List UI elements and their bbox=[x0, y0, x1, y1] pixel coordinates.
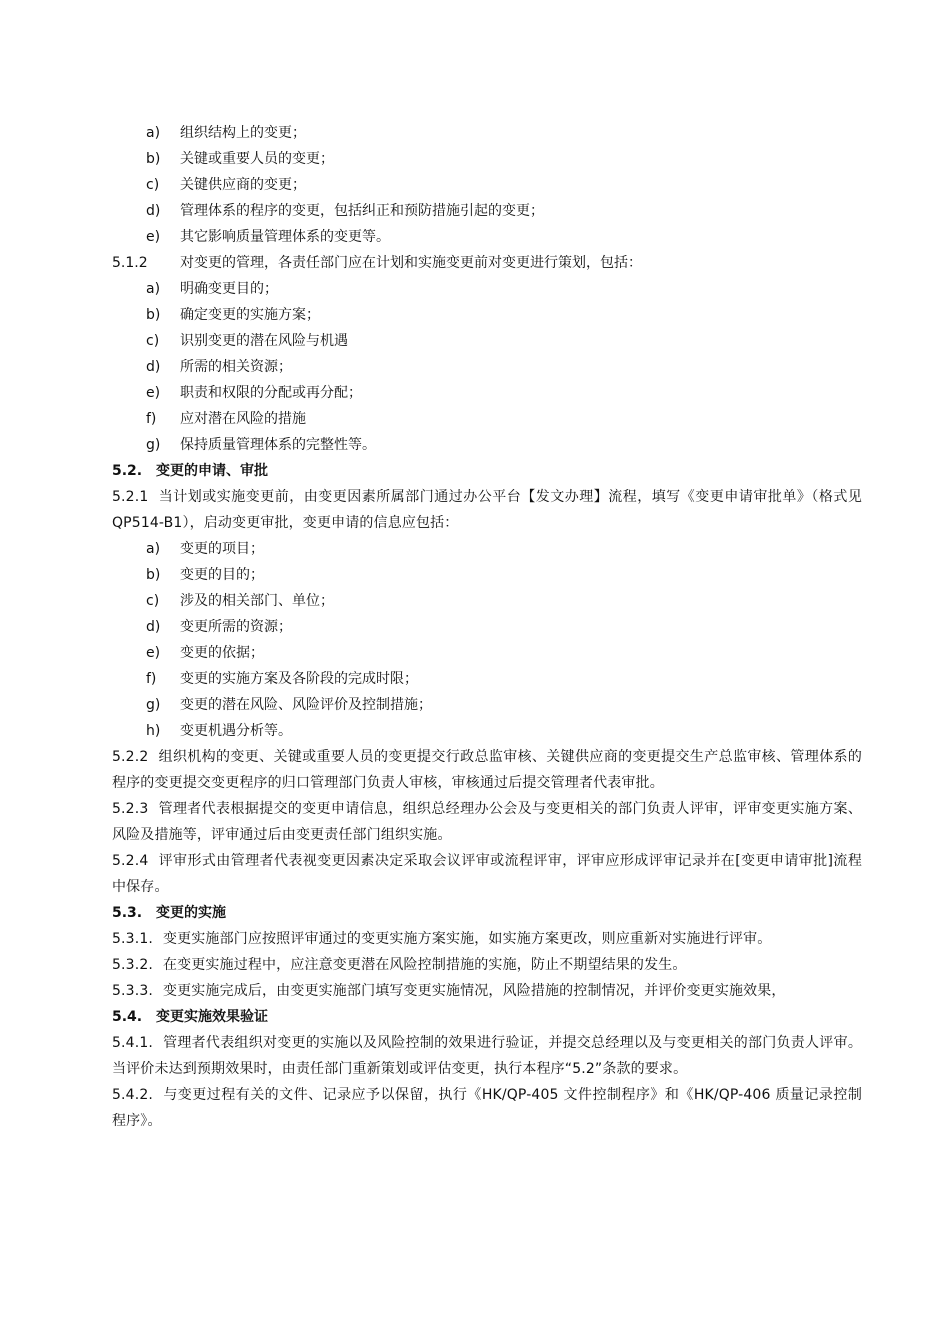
clause-5-4-1 bbox=[112, 1030, 862, 1082]
list-item bbox=[112, 302, 862, 328]
list-item bbox=[112, 640, 862, 666]
list-text: 关键或重要人员的变更； bbox=[180, 151, 334, 167]
section-number: 5.2. bbox=[112, 463, 143, 479]
section-number: 5.3. bbox=[112, 905, 143, 921]
clause-number: 5.3.3. bbox=[112, 983, 153, 999]
list-item bbox=[112, 172, 862, 198]
section-title: 变更的申请、审批 bbox=[156, 463, 268, 479]
list-item bbox=[112, 614, 862, 640]
clause-5-3-1 bbox=[112, 926, 862, 952]
clause-text: 在变更实施过程中，应注意变更潜在风险控制措施的实施，防止不期望结果的发生。 bbox=[162, 957, 687, 973]
clause-number: 5.2.3 bbox=[112, 801, 149, 817]
list-item bbox=[112, 692, 862, 718]
list-item bbox=[112, 120, 862, 146]
list-marker: a) bbox=[146, 125, 161, 141]
clause-text: 与变更过程有关的文件、记录应予以保留，执行《HK/QP-405 文件控制程序》和《HK/QP-406 质量记录控制程序》。 bbox=[112, 1087, 862, 1129]
list-marker: h) bbox=[146, 723, 161, 739]
list-item bbox=[112, 432, 862, 458]
list-text: 管理体系的程序的变更，包括纠正和预防措施引起的变更； bbox=[180, 203, 544, 219]
document-body bbox=[112, 120, 862, 1134]
clause-5-3-3 bbox=[112, 978, 862, 1004]
clause-number: 5.2.1 bbox=[112, 489, 149, 505]
clause-text: 组织机构的变更、关键或重要人员的变更提交行政总监审核、关键供应商的变更提交生产总监审核、管理体系的程序的变更提交变更程序的归口管理部门负责人审核，审核通过后提交管理者代表审批。 bbox=[112, 749, 862, 791]
list-text: 应对潜在风险的措施 bbox=[180, 411, 306, 427]
section-heading-5-4 bbox=[112, 1004, 862, 1030]
list-text: 职责和权限的分配或再分配； bbox=[180, 385, 362, 401]
list-marker: e) bbox=[146, 645, 161, 661]
list-text: 变更机遇分析等。 bbox=[180, 723, 292, 739]
list-marker: d) bbox=[146, 203, 161, 219]
list-item bbox=[112, 666, 862, 692]
list-marker: a) bbox=[146, 281, 161, 297]
list-text: 所需的相关资源； bbox=[180, 359, 292, 375]
clause-number: 5.2.4 bbox=[112, 853, 149, 869]
clause-text: 管理者代表根据提交的变更申请信息，组织总经理办公会及与变更相关的部门负责人评审，评审变更实施方案、风险及措施等，评审通过后由变更责任部门组织实施。 bbox=[112, 801, 862, 843]
clause-text: 当计划或实施变更前，由变更因素所属部门通过办公平台【发文办理】流程，填写《变更申请审批单》（格式见QP514-B1），启动变更审批，变更申请的信息应包括： bbox=[112, 489, 862, 531]
section-heading-5-2 bbox=[112, 458, 862, 484]
list-text: 变更的潜在风险、风险评价及控制措施； bbox=[180, 697, 432, 713]
clause-number: 5.3.2. bbox=[112, 957, 153, 973]
list-marker: b) bbox=[146, 307, 161, 323]
clause-text: 管理者代表组织对变更的实施以及风险控制的效果进行验证，并提交总经理以及与变更相关的部门负责人评审。当评价未达到预期效果时，由责任部门重新策划或评估变更，执行本程序“5.2”条款的要求。 bbox=[112, 1035, 862, 1077]
list-text: 变更的目的； bbox=[180, 567, 264, 583]
list-text: 变更的实施方案及各阶段的完成时限； bbox=[180, 671, 418, 687]
list-item bbox=[112, 536, 862, 562]
clause-number: 5.4.1. bbox=[112, 1035, 153, 1051]
clause-5-2-4 bbox=[112, 848, 862, 900]
clause-text: 变更实施部门应按照评审通过的变更实施方案实施，如实施方案更改，则应重新对实施进行评审。 bbox=[162, 931, 772, 947]
list-marker: d) bbox=[146, 359, 161, 375]
clause-number: 5.4.2. bbox=[112, 1087, 153, 1103]
list-text: 明确变更目的； bbox=[180, 281, 278, 297]
list-marker: e) bbox=[146, 385, 161, 401]
list-marker: f) bbox=[146, 671, 157, 687]
list-marker: a) bbox=[146, 541, 161, 557]
list-item bbox=[112, 276, 862, 302]
clause-5-4-2 bbox=[112, 1082, 862, 1134]
list-item bbox=[112, 380, 862, 406]
list-text: 确定变更的实施方案； bbox=[180, 307, 320, 323]
section-heading-5-3 bbox=[112, 900, 862, 926]
list-text: 涉及的相关部门、单位； bbox=[180, 593, 334, 609]
list-text: 变更的项目； bbox=[180, 541, 264, 557]
clause-5-2-3 bbox=[112, 796, 862, 848]
list-item bbox=[112, 146, 862, 172]
section-title: 变更实施效果验证 bbox=[156, 1009, 268, 1025]
clause-5-3-2 bbox=[112, 952, 862, 978]
clause-number: 5.2.2 bbox=[112, 749, 149, 765]
list-text: 变更的依据； bbox=[180, 645, 264, 661]
list-item bbox=[112, 406, 862, 432]
list-item bbox=[112, 718, 862, 744]
list-marker: b) bbox=[146, 567, 161, 583]
list-marker: c) bbox=[146, 593, 160, 609]
clause-5-2-1 bbox=[112, 484, 862, 536]
list-text: 关键供应商的变更； bbox=[180, 177, 306, 193]
list-marker: d) bbox=[146, 619, 161, 635]
list-item bbox=[112, 224, 862, 250]
list-marker: c) bbox=[146, 177, 160, 193]
list-item bbox=[112, 198, 862, 224]
clause-number: 5.1.2 bbox=[112, 255, 148, 271]
clause-5-2-2 bbox=[112, 744, 862, 796]
clause-number: 5.3.1. bbox=[112, 931, 153, 947]
list-text: 其它影响质量管理体系的变更等。 bbox=[180, 229, 390, 245]
list-item bbox=[112, 588, 862, 614]
clause-text: 对变更的管理，各责任部门应在计划和实施变更前对变更进行策划，包括： bbox=[180, 255, 642, 271]
clause-5-1-2 bbox=[112, 250, 862, 276]
list-item bbox=[112, 562, 862, 588]
list-marker: b) bbox=[146, 151, 161, 167]
clause-text: 评审形式由管理者代表视变更因素决定采取会议评审或流程评审，评审应形成评审记录并在[变更申请审批]流程中保存。 bbox=[112, 853, 862, 895]
section-number: 5.4. bbox=[112, 1009, 143, 1025]
list-text: 保持质量管理体系的完整性等。 bbox=[180, 437, 376, 453]
list-marker: e) bbox=[146, 229, 161, 245]
list-text: 识别变更的潜在风险与机遇 bbox=[180, 333, 348, 349]
clause-text: 变更实施完成后，由变更实施部门填写变更实施情况，风险措施的控制情况，并评价变更实施效果， bbox=[162, 983, 786, 999]
list-marker: c) bbox=[146, 333, 160, 349]
section-title: 变更的实施 bbox=[156, 905, 226, 921]
list-marker: g) bbox=[146, 697, 161, 713]
list-item bbox=[112, 328, 862, 354]
list-item bbox=[112, 354, 862, 380]
list-marker: g) bbox=[146, 437, 161, 453]
list-text: 组织结构上的变更； bbox=[180, 125, 306, 141]
list-marker: f) bbox=[146, 411, 157, 427]
list-text: 变更所需的资源； bbox=[180, 619, 292, 635]
